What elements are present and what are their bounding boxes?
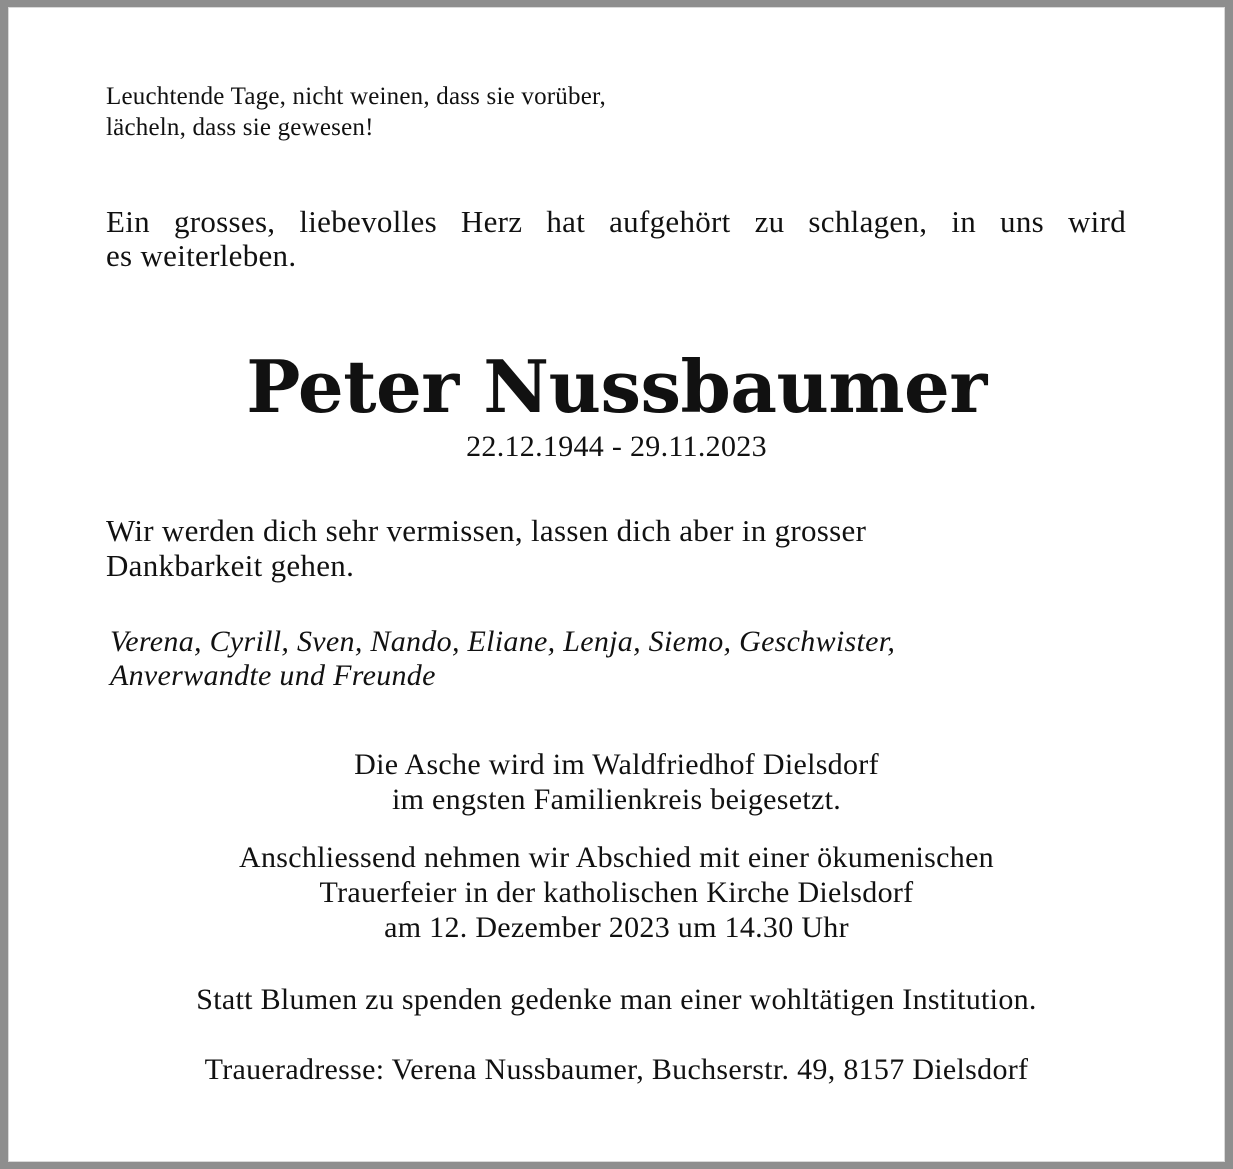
farewell-line: Dankbarkeit gehen. bbox=[106, 548, 355, 583]
obituary-page bbox=[8, 7, 1225, 1162]
poem-line: Leuchtende Tage, nicht weinen, dass sie vorüber, bbox=[106, 83, 606, 110]
service-line: Anschliessend nehmen wir Abschied mit einer ökumenischen bbox=[239, 841, 994, 874]
mourners-list bbox=[110, 625, 895, 693]
intro-line: Ein grosses, liebevolles Herz hat aufgehört zu schlagen, in uns wird bbox=[106, 204, 1126, 239]
donation-notice: Statt Blumen zu spenden gedenke man einer wohltätigen Institution. bbox=[196, 983, 1037, 1016]
deceased-name: Peter Nussbaumer bbox=[246, 344, 987, 429]
farewell-paragraph bbox=[106, 513, 866, 583]
burial-line: im engsten Familienkreis beigesetzt. bbox=[391, 783, 842, 816]
mourners-line: Anverwandte und Freunde bbox=[110, 659, 436, 692]
mourning-address: Traueradresse: Verena Nussbaumer, Buchserstr. 49, 8157 Dielsdorf bbox=[204, 1053, 1029, 1086]
life-dates: 22.12.1944 - 29.11.2023 bbox=[466, 430, 767, 463]
burial-line: Die Asche wird im Waldfriedhof Dielsdorf bbox=[354, 748, 879, 781]
intro-paragraph bbox=[106, 205, 1126, 273]
burial-notice bbox=[8, 747, 1225, 817]
service-notice bbox=[8, 840, 1225, 945]
poem-quote bbox=[106, 81, 606, 143]
intro-line: es weiterleben. bbox=[106, 238, 297, 273]
service-line: Trauerfeier in der katholischen Kirche Dielsdorf bbox=[319, 876, 914, 909]
farewell-line: Wir werden dich sehr vermissen, lassen dich aber in grosser bbox=[106, 513, 867, 548]
poem-line: lächeln, dass sie gewesen! bbox=[106, 114, 374, 141]
mourners-line: Verena, Cyrill, Sven, Nando, Eliane, Lenja, Siemo, Geschwister, bbox=[110, 625, 896, 658]
service-line: am 12. Dezember 2023 um 14.30 Uhr bbox=[384, 911, 849, 944]
